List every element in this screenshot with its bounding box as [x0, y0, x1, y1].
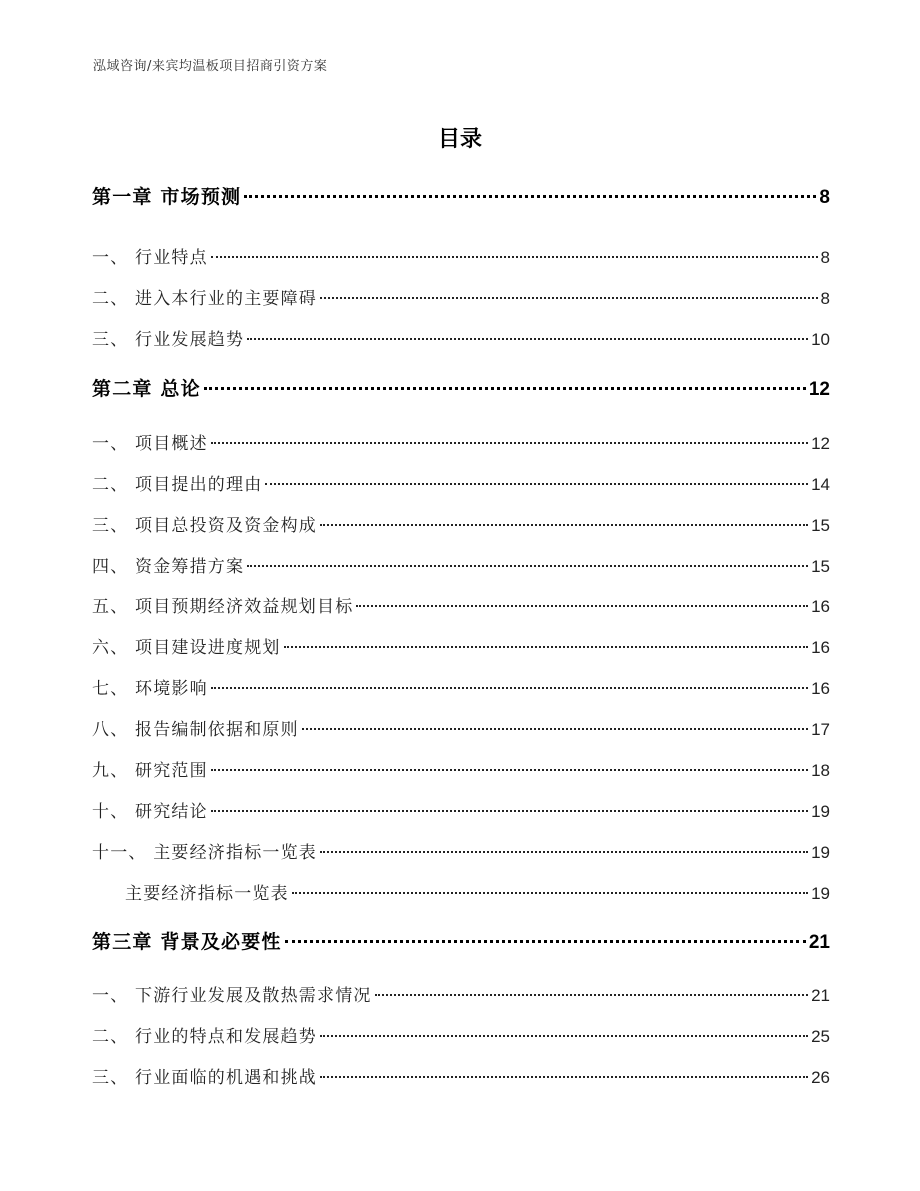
toc-entry-label: 四、 资金筹措方案	[92, 557, 245, 577]
toc-entry-page: 12	[811, 434, 830, 453]
toc-entry-section[interactable]	[125, 879, 830, 905]
dot-leader	[356, 605, 808, 607]
toc-entry-label: 五、 项目预期经济效益规划目标	[92, 597, 354, 617]
toc-entry-page: 17	[811, 720, 830, 739]
toc-entry-section[interactable]	[92, 838, 830, 864]
toc-entry-label: 三、 行业面临的机遇和挑战	[92, 1068, 318, 1088]
dot-leader	[320, 1076, 808, 1078]
toc-entry-chapter-1[interactable]	[92, 182, 830, 208]
toc-entry-label: 二、 项目提出的理由	[92, 475, 263, 495]
toc-entry-section[interactable]	[92, 429, 830, 455]
toc-entry-label: 八、 报告编制依据和原则	[92, 720, 299, 740]
toc-entry-section[interactable]	[92, 633, 830, 659]
dot-leader	[285, 940, 806, 943]
toc-entry-section[interactable]	[92, 511, 830, 537]
toc-entry-label: 一、 下游行业发展及散热需求情况	[92, 986, 372, 1006]
toc-entry-chapter-2[interactable]	[92, 374, 830, 400]
dot-leader	[211, 442, 808, 444]
dot-leader	[320, 1035, 808, 1037]
toc-entry-page: 15	[811, 557, 830, 576]
toc-entry-page: 16	[811, 679, 830, 698]
toc-entry-label: 一、 项目概述	[92, 434, 208, 454]
dot-leader	[320, 297, 818, 299]
toc-entry-section[interactable]	[92, 674, 830, 700]
toc-entry-label: 三、 项目总投资及资金构成	[92, 516, 318, 536]
toc-entry-label: 十一、 主要经济指标一览表	[92, 843, 318, 863]
dot-leader	[247, 338, 808, 340]
toc-entry-page: 19	[811, 802, 830, 821]
dot-leader	[292, 892, 808, 894]
toc-entry-section[interactable]	[92, 756, 830, 782]
toc-entry-section[interactable]	[92, 325, 830, 351]
toc-entry-label: 第一章 市场预测	[92, 186, 242, 208]
toc-entry-page: 26	[811, 1068, 830, 1087]
toc-entry-page: 8	[820, 289, 830, 308]
toc-entry-page: 19	[811, 843, 830, 862]
toc-entry-page: 16	[811, 597, 830, 616]
dot-leader	[247, 565, 808, 567]
toc-entry-section[interactable]	[92, 1022, 830, 1048]
toc-entry-label: 主要经济指标一览表	[125, 884, 289, 904]
toc-entry-page: 19	[811, 884, 830, 903]
dot-leader	[211, 810, 808, 812]
toc-entry-label: 第三章 背景及必要性	[92, 931, 282, 953]
toc-entry-chapter-3[interactable]	[92, 927, 830, 953]
toc-entry-page: 10	[811, 330, 830, 349]
toc-entry-section[interactable]	[92, 552, 830, 578]
toc-entry-label: 六、 项目建设进度规划	[92, 638, 281, 658]
dot-leader	[320, 524, 808, 526]
toc-entry-label: 十、 研究结论	[92, 802, 208, 822]
toc-entry-page: 25	[811, 1027, 830, 1046]
dot-leader	[320, 851, 808, 853]
toc-entry-section[interactable]	[92, 243, 830, 269]
toc-entry-page: 8	[820, 248, 830, 267]
toc-entry-section[interactable]	[92, 470, 830, 496]
toc-entry-page: 18	[811, 761, 830, 780]
dot-leader	[284, 646, 808, 648]
toc-entry-label: 九、 研究范围	[92, 761, 208, 781]
dot-leader	[302, 728, 808, 730]
toc-entry-page: 21	[808, 932, 830, 953]
dot-leader	[211, 256, 818, 258]
toc-entry-section[interactable]	[92, 981, 830, 1007]
toc-entry-section[interactable]	[92, 284, 830, 310]
toc-entry-label: 一、 行业特点	[92, 248, 208, 268]
dot-leader	[211, 687, 808, 689]
toc-entry-label: 七、 环境影响	[92, 679, 208, 699]
toc-entry-page: 15	[811, 516, 830, 535]
dot-leader	[211, 769, 808, 771]
toc-title: 目录	[437, 127, 482, 152]
toc-entry-page: 8	[819, 187, 830, 208]
toc-entry-page: 12	[808, 379, 830, 400]
toc-entry-label: 二、 行业的特点和发展趋势	[92, 1027, 318, 1047]
dot-leader	[204, 387, 806, 390]
dot-leader	[265, 483, 808, 485]
toc-entry-page: 16	[811, 638, 830, 657]
toc-entry-label: 二、 进入本行业的主要障碍	[92, 289, 318, 309]
running-header: 泓域咨询/来宾均温板项目招商引资方案	[93, 59, 328, 74]
toc-entry-page: 21	[811, 986, 830, 1005]
toc-entry-section[interactable]	[92, 1063, 830, 1089]
toc-entry-label: 第二章 总论	[92, 378, 201, 400]
toc-entry-section[interactable]	[92, 715, 830, 741]
toc-entry-page: 14	[811, 475, 830, 494]
dot-leader	[375, 994, 808, 996]
toc-entry-label: 三、 行业发展趋势	[92, 330, 245, 350]
toc-entry-section[interactable]	[92, 592, 830, 618]
toc-entry-section[interactable]	[92, 797, 830, 823]
dot-leader	[244, 195, 816, 198]
